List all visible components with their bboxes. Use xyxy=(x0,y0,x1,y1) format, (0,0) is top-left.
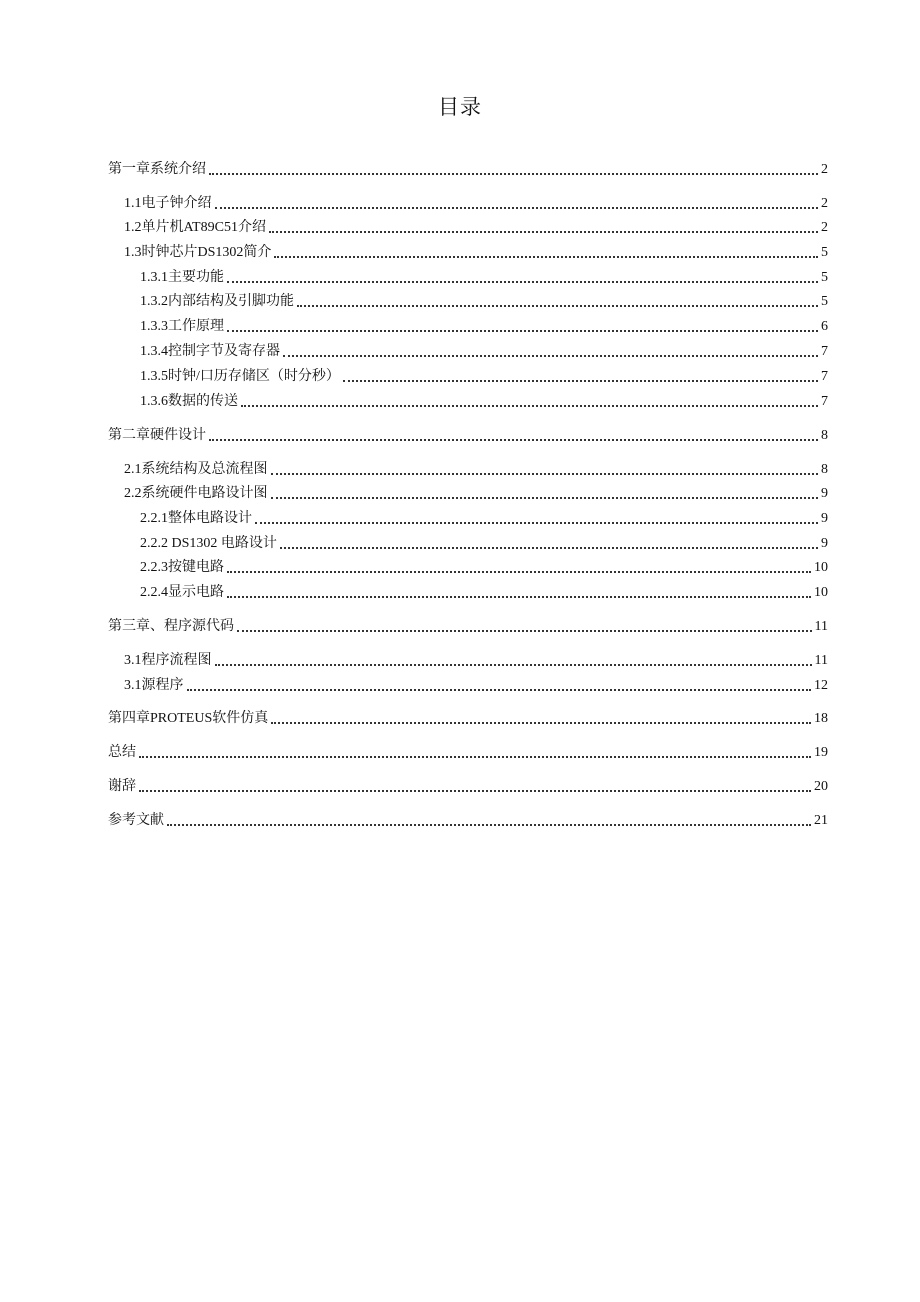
toc-entry-page-number: 18 xyxy=(814,711,828,726)
dot-leader xyxy=(343,380,818,382)
toc-entry-page-number: 21 xyxy=(814,813,828,828)
toc-entry-label: 3.1源程序 xyxy=(124,678,184,693)
toc-entry-label: 第四章PROTEUS软件仿真 xyxy=(108,711,269,726)
dot-leader xyxy=(297,305,818,307)
toc-entry-page-number: 11 xyxy=(814,619,828,634)
toc-entry-label: 谢辞 xyxy=(108,779,136,794)
dot-leader xyxy=(271,473,819,475)
toc-entry-page-number: 10 xyxy=(814,585,828,600)
toc-entry-label: 2.1系统结构及总流程图 xyxy=(124,462,268,477)
dot-leader xyxy=(283,355,818,357)
dot-leader xyxy=(227,330,818,332)
dot-leader xyxy=(255,522,818,524)
toc-entry-label: 1.3.2内部结构及引脚功能 xyxy=(140,294,294,309)
toc-entry-label: 第一章系统介绍 xyxy=(108,162,206,177)
dot-leader xyxy=(139,756,811,758)
toc-entry-page-number: 5 xyxy=(821,294,828,309)
toc-entry-label: 参考文献 xyxy=(108,813,164,828)
dot-leader xyxy=(274,256,818,258)
toc-entry-page-number: 5 xyxy=(821,270,828,285)
toc-entry-1-3-1[interactable] xyxy=(140,265,828,287)
dot-leader xyxy=(209,173,818,175)
toc-entry-label: 2.2.1整体电路设计 xyxy=(140,511,252,526)
toc-entry-chapter-3[interactable] xyxy=(108,614,828,636)
toc-entry-1-2[interactable] xyxy=(124,215,828,237)
toc-entry-label: 1.3.3工作原理 xyxy=(140,319,224,334)
toc-entry-page-number: 7 xyxy=(821,369,828,384)
toc-entry-1-3[interactable] xyxy=(124,240,828,262)
toc-entry-references[interactable] xyxy=(108,808,828,830)
toc-entry-label: 1.3.4控制字节及寄存器 xyxy=(140,344,280,359)
toc-entry-3-1-flowchart[interactable] xyxy=(124,648,828,670)
toc-entry-label: 1.3时钟芯片DS1302简介 xyxy=(124,245,272,260)
dot-leader xyxy=(227,281,818,283)
dot-leader xyxy=(227,571,811,573)
dot-leader xyxy=(215,207,819,209)
toc-entry-1-3-4[interactable] xyxy=(140,339,828,361)
toc-entry-chapter-1[interactable] xyxy=(108,157,828,179)
toc-entry-label: 1.3.6数据的传送 xyxy=(140,394,238,409)
dot-leader xyxy=(209,439,818,441)
dot-leader xyxy=(237,630,812,632)
toc-entry-page-number: 2 xyxy=(821,220,828,235)
toc-entry-3-1-source[interactable] xyxy=(124,673,828,695)
dot-leader xyxy=(271,497,819,499)
toc-entry-1-3-5[interactable] xyxy=(140,364,828,386)
toc-entry-page-number: 8 xyxy=(821,428,828,443)
toc-entry-2-2-3[interactable] xyxy=(140,555,828,577)
toc-entry-label: 总结 xyxy=(108,745,136,760)
toc-entry-summary[interactable] xyxy=(108,740,828,762)
toc-entry-label: 2.2.4显示电路 xyxy=(140,585,224,600)
page-title: 目录 xyxy=(438,95,482,119)
toc-entry-1-3-2[interactable] xyxy=(140,289,828,311)
toc-entry-label: 1.3.5时钟/口历存储区（时分秒） xyxy=(140,369,340,384)
toc-entry-2-2-1[interactable] xyxy=(140,506,828,528)
toc-entry-label: 1.1电子钟介绍 xyxy=(124,196,212,211)
toc-entry-label: 2.2系统硬件电路设计图 xyxy=(124,486,268,501)
toc-entry-page-number: 2 xyxy=(821,196,828,211)
toc-entry-page-number: 9 xyxy=(821,486,828,501)
toc-entry-label: 2.2.2 DS1302 电路设计 xyxy=(140,536,277,551)
toc-entry-page-number: 19 xyxy=(814,745,828,760)
dot-leader xyxy=(269,231,818,233)
toc-entry-chapter-4[interactable] xyxy=(108,706,828,728)
toc-entry-label: 3.1程序流程图 xyxy=(124,653,212,668)
dot-leader xyxy=(187,689,812,691)
toc-entry-acknowledgements[interactable] xyxy=(108,774,828,796)
toc-entry-label: 1.3.1主要功能 xyxy=(140,270,224,285)
dot-leader xyxy=(280,547,818,549)
toc-entry-2-2-4[interactable] xyxy=(140,580,828,602)
toc-entry-2-2-2[interactable] xyxy=(140,531,828,553)
toc-entry-label: 1.2单片机AT89C51介绍 xyxy=(124,220,266,235)
toc-entry-chapter-2[interactable] xyxy=(108,423,828,445)
toc-entry-page-number: 7 xyxy=(821,344,828,359)
toc-entry-1-1[interactable] xyxy=(124,191,828,213)
toc-entry-page-number: 8 xyxy=(821,462,828,477)
dot-leader xyxy=(215,664,812,666)
dot-leader xyxy=(227,596,811,598)
dot-leader xyxy=(167,824,811,826)
dot-leader xyxy=(241,405,818,407)
toc-entry-2-1[interactable] xyxy=(124,457,828,479)
toc-entry-label: 第二章硬件设计 xyxy=(108,428,206,443)
toc-entry-page-number: 10 xyxy=(814,560,828,575)
toc-entry-page-number: 5 xyxy=(821,245,828,260)
toc-entry-page-number: 7 xyxy=(821,394,828,409)
toc-entry-1-3-3[interactable] xyxy=(140,314,828,336)
toc-entry-page-number: 20 xyxy=(814,779,828,794)
dot-leader xyxy=(139,790,811,792)
toc-entry-2-2[interactable] xyxy=(124,481,828,503)
toc-entry-1-3-6[interactable] xyxy=(140,389,828,411)
toc-entry-label: 第三章、程序源代码 xyxy=(108,619,234,634)
toc-entry-page-number: 9 xyxy=(821,511,828,526)
toc-entry-page-number: 2 xyxy=(821,162,828,177)
dot-leader xyxy=(271,722,811,724)
toc-entry-page-number: 12 xyxy=(814,678,828,693)
toc-entry-label: 2.2.3按键电路 xyxy=(140,560,224,575)
toc-entry-page-number: 6 xyxy=(821,319,828,334)
toc-entry-page-number: 9 xyxy=(821,536,828,551)
toc-entry-page-number: 11 xyxy=(814,653,828,668)
